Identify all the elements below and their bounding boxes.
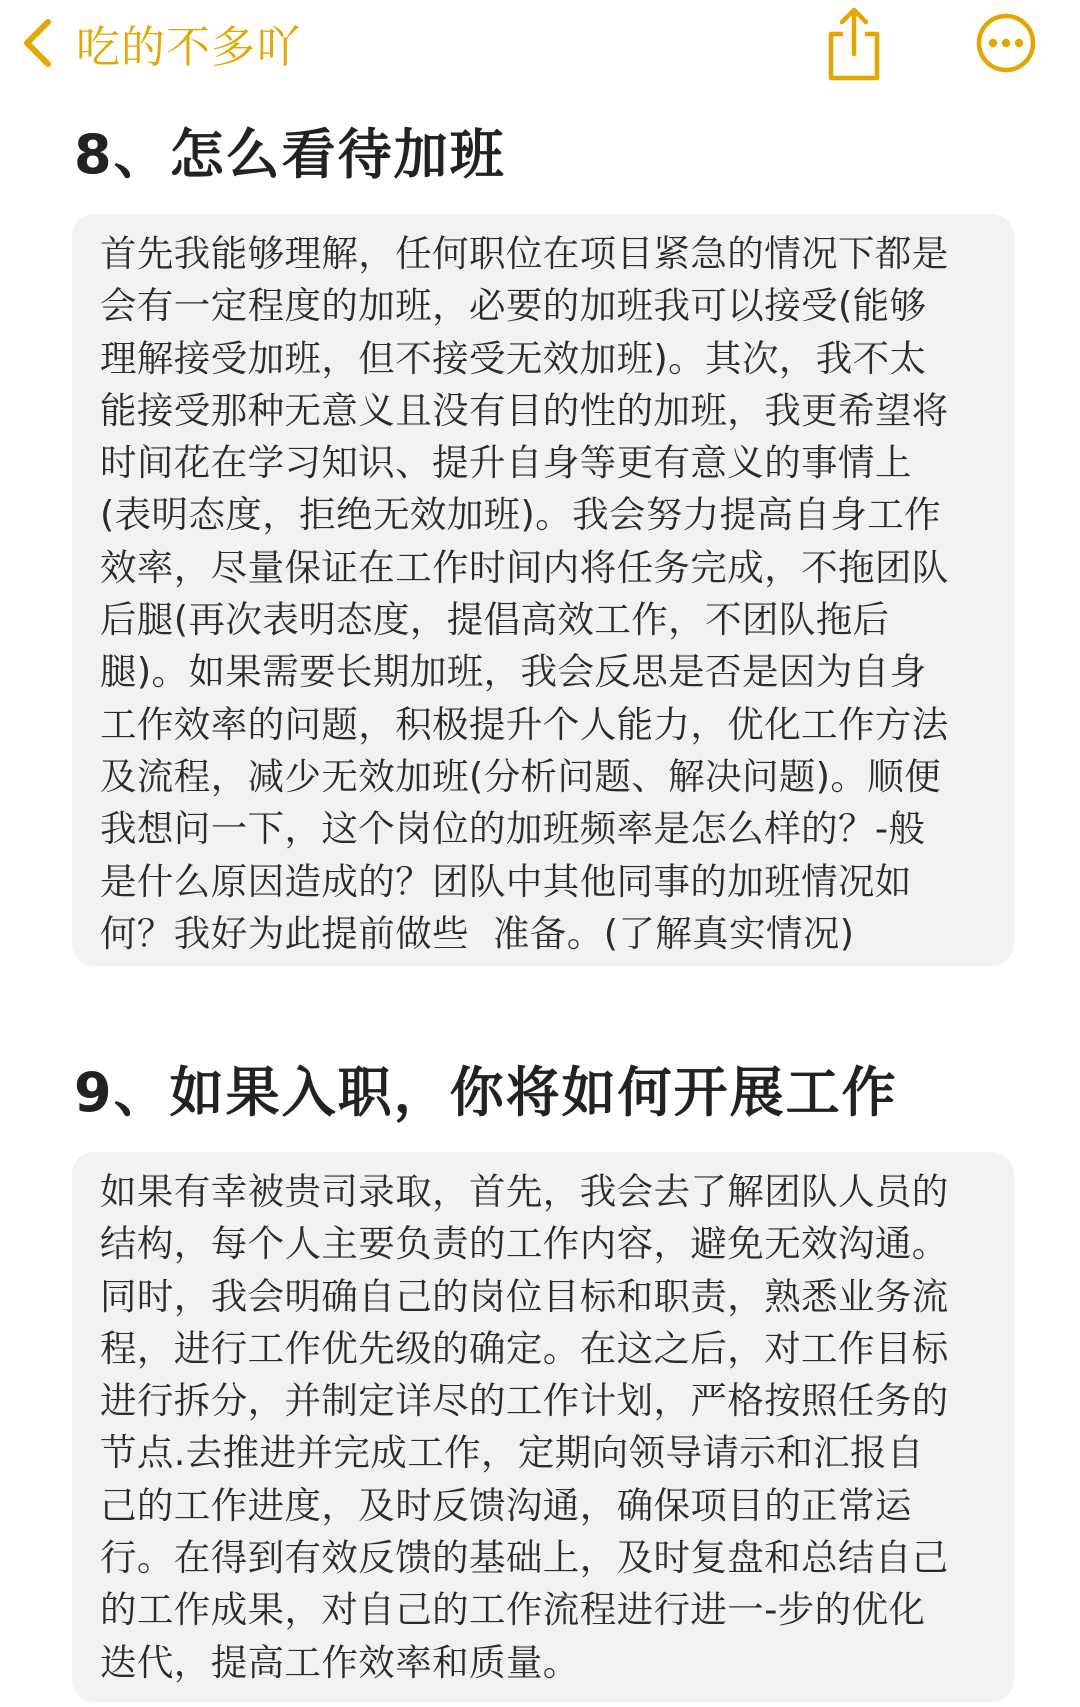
answer-block-overtime bbox=[72, 214, 1014, 966]
back-label: 吃的不多吖 bbox=[76, 22, 301, 73]
section-heading-onboarding: 9、如果入职，你将如何开展工作 bbox=[74, 1061, 898, 1124]
more-icon bbox=[975, 59, 1037, 78]
chevron-left-icon bbox=[20, 18, 54, 68]
share-button[interactable] bbox=[823, 4, 885, 82]
answer-text-overtime: 首先我能够理解，任何职位在项目紧急的情况下都是 会有一定程度的加班，必要的加班我可以接受(能够 理解接受加班，但不接受无效加班)。其次，我不太 能接受那种无意义且没有目的性的加班，我更希望将 时间花在学习知识、提升自身等更有意义的事情上 (表明态度，拒绝无效加班)。我会努力提高自身工作 效率，尽量保证在工作时间内将任务完成，不拖团队 后腿(再次表明态度，提倡高效工作，不团队拖后 腿)。如果需要长期加班，我会反思是否是因为自身 工作效率的问题，积极提升个人能力，优化工作方法 及流程，减少无效加班(分析问题、解决问题)。顺便 我想问一下，这个岗位的加班频率是怎么样的？-般 是什么原因造成的？团队中其他同事的加班情况如 何？我好为此提前做些 准备。(了解真实情况) bbox=[100, 232, 949, 955]
back-button[interactable] bbox=[20, 12, 301, 74]
section-heading-overtime: 8、怎么看待加班 bbox=[74, 123, 506, 186]
navigation-bar bbox=[0, 0, 1080, 90]
more-button[interactable] bbox=[975, 12, 1037, 74]
answer-text-onboarding: 如果有幸被贵司录取，首先，我会去了解团队人员的 结构，每个人主要负责的工作内容，避免无效沟通。 同时，我会明确自己的岗位目标和职责，熟悉业务流 程，进行工作优先级的确定。在这之后，对工作目标 进行拆分，并制定详尽的工作计划，严格按照任务的 节点.去推进并完成工作，定期向领导请示和汇报自 己的工作进度，及时反馈沟通，确保项目的正常运 行。在得到有效反馈的基础上，及时复盘和总结自己 的工作成果，对自己的工作流程进行进一-步的优化 迭代，提高工作效率和质量。 bbox=[100, 1170, 949, 1684]
share-icon bbox=[823, 67, 885, 86]
answer-block-onboarding bbox=[72, 1152, 1014, 1702]
